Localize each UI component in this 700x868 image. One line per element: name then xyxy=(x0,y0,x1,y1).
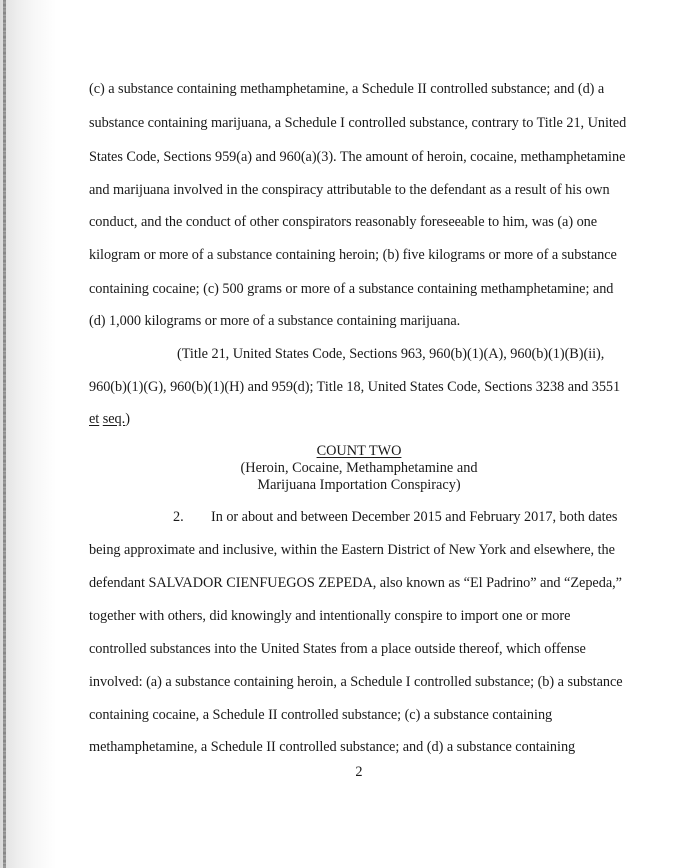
citation-line xyxy=(89,410,130,428)
count-subtitle-line: (Heroin, Cocaine, Methamphetamine and xyxy=(240,460,478,476)
count-title: COUNT TWO xyxy=(316,443,402,459)
paragraph-line: defendant SALVADOR CIENFUEGOS ZEPEDA, also known as “El Padrino” and “Zepeda,” xyxy=(89,575,622,591)
paragraph-line: together with others, did knowingly and intentionally conspire to import one or more xyxy=(89,608,571,624)
paragraph-line: methamphetamine, a Schedule II controlled substance; and (d) a substance containing xyxy=(89,739,576,755)
paragraph-line: kilogram or more of a substance containing heroin; (b) five kilograms or more of a substance xyxy=(89,247,617,263)
paragraph-first-line xyxy=(173,508,629,526)
count-heading xyxy=(89,443,629,460)
scanned-page-edge-shadow xyxy=(0,0,60,868)
citation-seq: seq. xyxy=(102,411,126,427)
citation-line: 960(b)(1)(G), 960(b)(1)(H) and 959(d); Title 18, United States Code, Sections 3238 and 3551 xyxy=(89,379,621,395)
paragraph-line: controlled substances into the United States from a place outside thereof, which offense xyxy=(89,641,586,657)
citation-et: et xyxy=(89,411,100,427)
paragraph-line: involved: (a) a substance containing heroin, a Schedule I controlled substance; (b) a substance xyxy=(89,674,623,690)
citation-line: (Title 21, United States Code, Sections 963, 960(b)(1)(A), 960(b)(1)(B)(ii), xyxy=(177,346,605,362)
paragraph-line: (d) 1,000 kilograms or more of a substance containing marijuana. xyxy=(89,313,461,329)
paragraph-number: 2. xyxy=(173,509,184,525)
paragraph-line: conduct, and the conduct of other conspirators reasonably foreseeable to him, was (a) one xyxy=(89,214,598,230)
paragraph-line: substance containing marijuana, a Schedule I controlled substance, contrary to Title 21, United xyxy=(89,115,627,131)
paragraph-first-line-text: In or about and between December 2015 and February 2017, both dates xyxy=(211,509,618,525)
page-number: 2 xyxy=(355,764,363,780)
scanned-page-edge-line xyxy=(3,0,6,868)
paragraph-line: containing cocaine; (c) 500 grams or more of a substance containing methamphetamine; and xyxy=(89,281,614,297)
count-subtitle-line: Marijuana Importation Conspiracy) xyxy=(257,477,461,493)
paragraph-line: containing cocaine, a Schedule II controlled substance; (c) a substance containing xyxy=(89,707,553,723)
citation-close: ) xyxy=(125,411,130,427)
paragraph-line: States Code, Sections 959(a) and 960(a)(3). The amount of heroin, cocaine, methamphetamine xyxy=(89,149,626,165)
paragraph-line: being approximate and inclusive, within the Eastern District of New York and elsewhere, the xyxy=(89,542,615,558)
paragraph-line: (c) a substance containing methamphetamine, a Schedule II controlled substance; and (d) a xyxy=(89,81,605,97)
paragraph-line: and marijuana involved in the conspiracy attributable to the defendant as a result of his own xyxy=(89,182,610,198)
